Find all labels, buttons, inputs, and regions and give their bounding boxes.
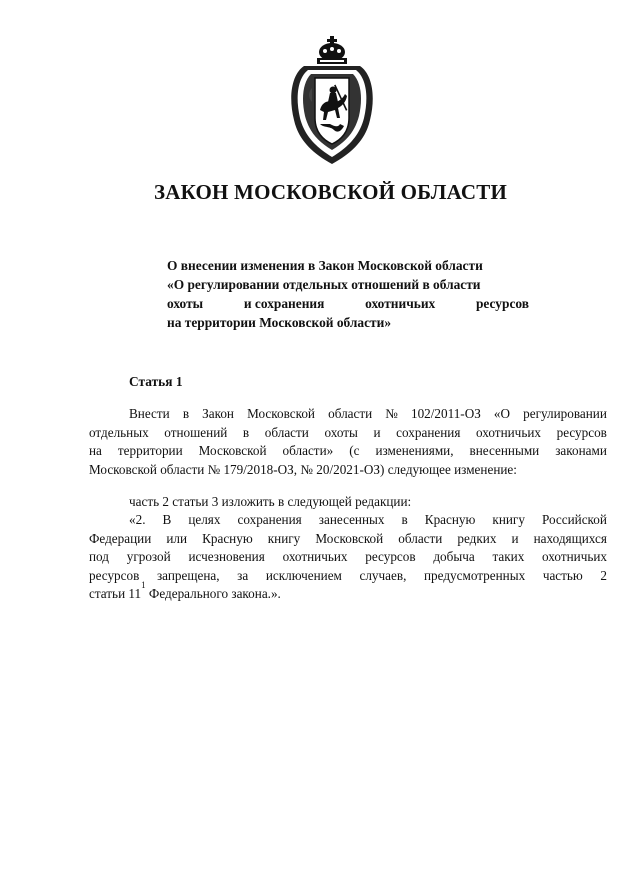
- word: занесенных: [318, 512, 385, 527]
- word: В: [162, 512, 172, 527]
- subject-line: на территории Московской области»: [167, 315, 392, 330]
- article-paragraph-2: [89, 493, 607, 512]
- paragraph-line: [89, 580, 607, 604]
- word: №: [385, 406, 398, 421]
- word: сохранения: [237, 512, 302, 527]
- word: сохранения: [396, 424, 461, 440]
- word: и: [373, 424, 381, 440]
- article-heading: Статья 1: [129, 374, 183, 389]
- word: ресурсов: [365, 549, 416, 564]
- word: угрозой: [126, 549, 171, 564]
- coat-of-arms-icon: [284, 36, 380, 166]
- word: исчезновения: [188, 549, 265, 564]
- subject-word: и сохранения: [243, 296, 325, 311]
- word: изменениями,: [375, 443, 454, 458]
- word: ресурсов: [89, 567, 140, 583]
- word: предусмотренных: [424, 567, 526, 583]
- word: Московской: [315, 530, 384, 546]
- paragraph-line: [89, 567, 607, 586]
- word: Московской: [247, 406, 315, 421]
- word: Красную: [424, 512, 476, 527]
- document-title: ЗАКОН МОСКОВСКОЙ ОБЛАСТИ: [153, 180, 508, 204]
- article-ref-sup: 1: [141, 580, 146, 590]
- word: редких: [457, 530, 497, 546]
- paragraph-end: Федерального закона.».: [145, 586, 281, 601]
- law-subject: [167, 256, 529, 332]
- word: внесенными: [469, 443, 540, 458]
- word: области: [328, 406, 373, 421]
- word: «О: [493, 406, 511, 421]
- paragraph-line: [89, 511, 607, 530]
- word: регулировании: [523, 406, 607, 421]
- paragraph-line: [89, 530, 607, 549]
- word: на: [89, 443, 102, 458]
- paragraph-line: [89, 442, 607, 461]
- word: области»: [282, 443, 334, 458]
- word: в: [401, 512, 408, 527]
- word: в: [182, 406, 190, 421]
- word: области: [398, 530, 443, 546]
- word: отдельных: [89, 424, 149, 440]
- word: Российской: [541, 512, 607, 527]
- word: исключением: [265, 567, 342, 583]
- word: или: [166, 530, 188, 546]
- word: целях: [188, 512, 221, 527]
- paragraph-line: [89, 405, 607, 424]
- word: законами: [555, 443, 607, 458]
- paragraph-line: [89, 548, 607, 567]
- word: отношений: [164, 424, 228, 440]
- subject-line: «О регулировании отдельных отношений в области: [167, 277, 481, 292]
- word: Московской: [198, 443, 267, 458]
- word: области: [264, 424, 309, 440]
- word: ресурсов: [556, 424, 607, 440]
- word: за: [237, 567, 249, 583]
- word: книгу: [492, 512, 525, 527]
- word: находящихся: [533, 530, 607, 546]
- word: книгу: [267, 530, 301, 546]
- word: 102/2011-ОЗ: [410, 406, 481, 421]
- subject-word: охоты: [167, 296, 204, 311]
- word: случаев,: [359, 567, 407, 583]
- word: частью: [542, 567, 583, 583]
- paragraph-line: [89, 424, 607, 443]
- word: добыча: [433, 549, 475, 564]
- word: охоты: [324, 424, 358, 440]
- subject-word: ресурсов: [475, 296, 529, 311]
- word: под: [89, 549, 109, 564]
- paragraph-line: часть 2 статьи 3 изложить в следующей редакции:: [129, 494, 412, 509]
- word: охотничьих: [282, 549, 348, 564]
- subject-word: охотничьих: [365, 296, 436, 311]
- word: «2.: [129, 512, 146, 527]
- article-paragraph-1: [89, 405, 607, 479]
- word: запрещена,: [156, 567, 220, 583]
- word: Закон: [202, 406, 234, 421]
- word: Федерации: [89, 530, 152, 546]
- word: охотничьих: [542, 549, 607, 564]
- article-paragraph-3: [89, 511, 607, 604]
- word: Внести: [129, 406, 170, 421]
- word: (с: [349, 443, 360, 458]
- word: территории: [117, 443, 183, 458]
- paragraph-line: Московской области № 179/2018-ОЗ, № 20/2021-ОЗ) следующее изменение:: [89, 461, 517, 477]
- word: 2: [600, 567, 607, 583]
- word: Красную: [202, 530, 253, 546]
- article-ref: статьи 11: [89, 586, 142, 601]
- word: и: [511, 530, 519, 546]
- word: в: [242, 424, 250, 440]
- word: охотничьих: [476, 424, 541, 440]
- subject-line: О внесении изменения в Закон Московской области: [167, 258, 483, 273]
- subject-line: [167, 294, 529, 313]
- word: таких: [492, 549, 525, 564]
